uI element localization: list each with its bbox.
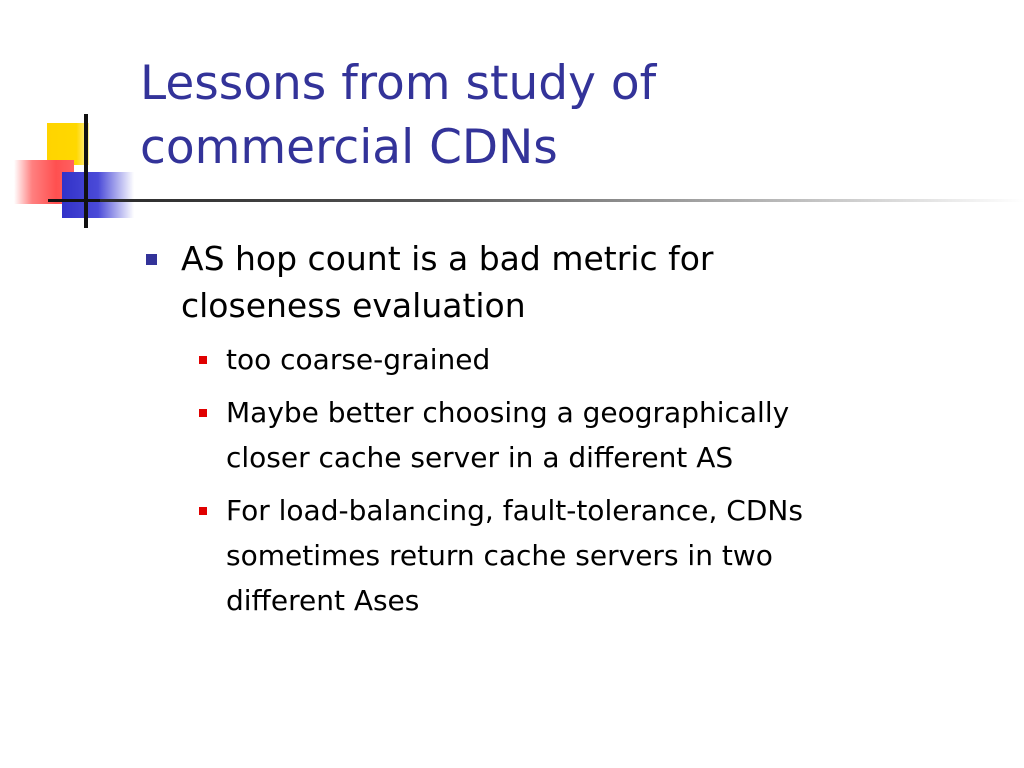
bullet-item (140, 235, 1000, 329)
title-line: Lessons from study of (140, 56, 657, 111)
bullet-text-line: AS hop count is a bad metric for (181, 239, 714, 278)
small-square-bullet-icon (199, 409, 207, 417)
sub-bullet-text-line: For load-balancing, fault-tolerance, CDNs (226, 494, 803, 527)
slide-title (140, 52, 1000, 180)
sub-bullet-item (181, 488, 1000, 623)
yellow-square-decoration (47, 123, 89, 165)
sub-bullet-text-line: Maybe better choosing a geographically (226, 396, 790, 429)
title-divider-line (100, 199, 1024, 202)
sub-bullet-text-line: sometimes return cache servers in two (226, 539, 773, 572)
small-square-bullet-icon (199, 507, 207, 515)
sub-bullet-item (181, 390, 1000, 480)
title-line: commercial CDNs (140, 120, 558, 175)
sub-bullet-list (140, 337, 1000, 623)
vertical-line-decoration (84, 114, 88, 228)
square-bullet-icon (146, 254, 157, 265)
small-square-bullet-icon (199, 356, 207, 364)
sub-bullet-item (181, 337, 1000, 382)
sub-bullet-text-line: too coarse-grained (226, 343, 491, 376)
corner-logo-graphic (0, 0, 140, 240)
blue-rectangle-decoration (62, 172, 134, 218)
bullet-text-line: closeness evaluation (181, 286, 526, 325)
slide-content (140, 235, 1000, 631)
sub-bullet-text-line: different Ases (226, 584, 420, 617)
sub-bullet-text-line: closer cache server in a different AS (226, 441, 734, 474)
